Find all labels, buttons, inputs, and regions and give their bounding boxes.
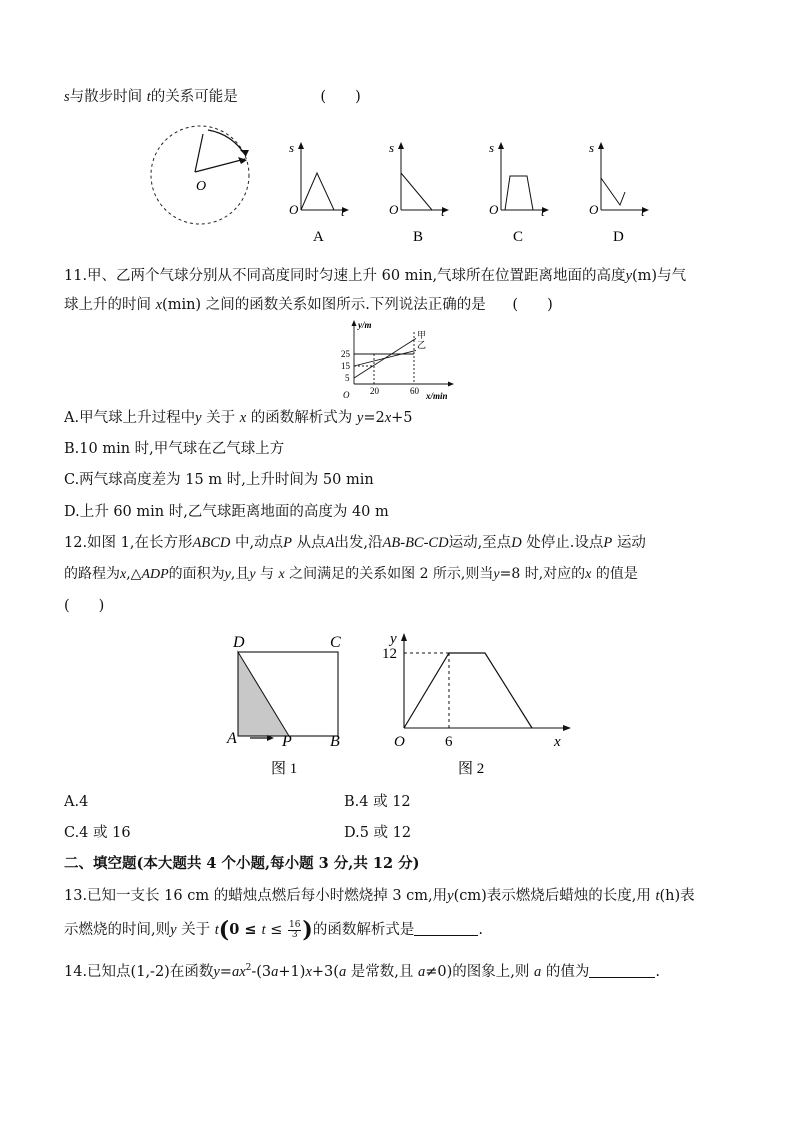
svg-text:O: O	[343, 390, 350, 400]
q10-graph-a	[283, 140, 355, 250]
q10-intro: s与散步时间 t的关系可能是 ( )	[64, 89, 361, 105]
svg-text:y/m: y/m	[358, 320, 372, 330]
ytick-5: 5	[345, 373, 350, 383]
svg-text:O: O	[489, 202, 499, 217]
series-yi-label: 乙	[417, 340, 427, 350]
answer-blank[interactable]	[589, 963, 655, 978]
ytick-25: 25	[341, 349, 350, 359]
svg-text:x/min: x/min	[426, 391, 448, 401]
svg-text:y: y	[390, 631, 397, 647]
circle-origin-label: O	[196, 179, 207, 194]
q10-graph-d	[583, 140, 655, 250]
q11-line1: 11.甲、乙两个气球分别从不同高度同时匀速上升 60 min,气球所在位置距离地面的高度y(m)与气	[64, 268, 687, 284]
xtick-60: 60	[410, 386, 419, 396]
svg-text:O: O	[394, 734, 405, 750]
svg-text:O: O	[289, 202, 299, 217]
q11-line2: 球上升的时间 x(min) 之间的函数关系如图所示.下列说法正确的是 ( )	[64, 297, 553, 313]
svg-text:s: s	[389, 140, 395, 155]
svg-text:s: s	[589, 140, 595, 155]
q11-option-d: D.上升 60 min 时,乙气球距离地面的高度为 40 m	[64, 504, 389, 520]
answer-paren: ( )	[512, 297, 553, 313]
svg-text:t: t	[641, 204, 645, 219]
svg-text:C: C	[330, 634, 341, 651]
q13-line1: 13.已知一支长 16 cm 的蜡烛点燃后每小时燃烧掉 3 cm,用y(cm)表示燃烧后蜡烛的长度,用 t(h)表	[64, 888, 695, 904]
q12-line1: 12.如图 1,在长方形ABCD 中,动点P 从点A出发,沿AB-BC-CD运动,至点D 处停止.设点P 运动	[64, 535, 646, 551]
q11-option-c: C.两气球高度差为 15 m 时,上升时间为 50 min	[64, 472, 374, 488]
q14-line: 14.已知点(1,-2)在函数$y=ax^2-(3a+1)x+3(a$ 是常数,且 a≠0)的图象上,则 a 的值为 .	[64, 963, 660, 980]
q12-line2: 的路程为x,△ADP的面积为y,且y 与 x 之间满足的关系如图 2 所示,则当y=8 时,对应的x 的值是	[64, 566, 638, 582]
option-d-label: D	[613, 229, 624, 245]
svg-text:t: t	[441, 204, 445, 219]
option-b-label: B	[413, 229, 424, 245]
svg-text:6: 6	[445, 734, 453, 750]
svg-text:t: t	[341, 204, 345, 219]
q12-option-a: A.4	[64, 794, 89, 810]
svg-text:D: D	[233, 634, 245, 651]
series-jia-label: 甲	[417, 330, 427, 340]
q11-balloon-chart	[338, 318, 458, 408]
svg-text:B: B	[330, 733, 340, 750]
q12-option-b: B.4 或 12	[344, 794, 411, 810]
arrowhead	[240, 150, 249, 156]
fraction-16-3: $\frac{16}{3}$	[288, 919, 301, 940]
answer-paren: ( )	[320, 89, 361, 105]
triangle-adp	[238, 652, 289, 736]
radius-right	[195, 159, 245, 172]
q12-figure2	[378, 620, 578, 784]
svg-text:12: 12	[382, 646, 397, 662]
option-a-label: A	[313, 229, 324, 245]
q10-circle-figure	[140, 120, 260, 234]
q13-line2: 示燃烧的时间,则y 关于 t(0 ≤ t ≤ $\frac{16}{3}$ )的函数解析式是 .	[64, 917, 483, 943]
figure1-caption: 图 1	[271, 761, 298, 777]
svg-text:t: t	[541, 204, 545, 219]
answer-blank[interactable]	[414, 921, 478, 936]
q11-option-a: A.甲气球上升过程中y 关于 x 的函数解析式为 y=2x+5	[64, 410, 413, 426]
q12-figure1	[224, 630, 354, 784]
q10-graph-c	[483, 140, 555, 250]
ytick-15: 15	[341, 361, 350, 371]
option-c-label: C	[513, 229, 524, 245]
walking-path-circle	[151, 126, 249, 224]
q10-graph-b	[383, 140, 455, 250]
q11-option-b: B.10 min 时,甲气球在乙气球上方	[64, 441, 285, 457]
q12-paren: ( )	[64, 598, 105, 614]
q12-option-d: D.5 或 12	[344, 825, 412, 841]
figure2-caption: 图 2	[458, 761, 485, 777]
area-function-line	[404, 653, 532, 728]
svg-text:s: s	[289, 140, 295, 155]
xtick-20: 20	[370, 386, 379, 396]
section-heading-fill-blank: 二、填空题(本大题共 4 个小题,每小题 3 分,共 12 分)	[64, 855, 420, 872]
svg-text:O: O	[389, 202, 399, 217]
svg-text:P: P	[282, 733, 292, 750]
svg-text:O: O	[589, 202, 599, 217]
radius-up	[195, 134, 203, 172]
series-yi-line	[354, 350, 416, 366]
q12-option-c: C.4 或 16	[64, 825, 131, 841]
svg-text:A: A	[227, 730, 237, 747]
svg-text:s: s	[489, 140, 495, 155]
svg-text:x: x	[554, 734, 561, 750]
